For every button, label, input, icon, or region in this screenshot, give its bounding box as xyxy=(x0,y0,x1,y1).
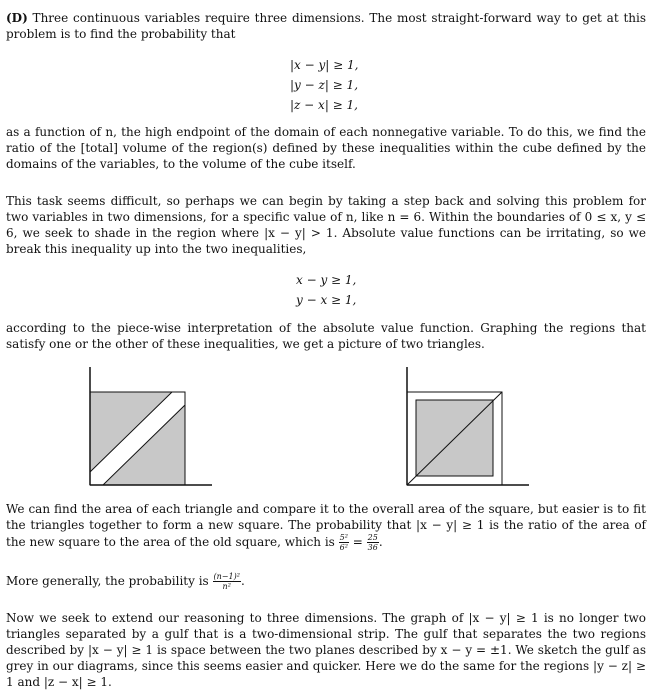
inequality-2: |y − z| ≥ 1, xyxy=(290,78,359,92)
probability-paragraph: We can find the area of each triangle and compare it to the overall area of the square, but easier is to fit the triangles together to form a new square. The probability that |x − y| ≥ 1 is the ratio of the area of the new square to the area of the old square, which is $\frac{\text{5²}}{\text{6²}}$ = $\frac{25}{36}$ . xyxy=(6,502,646,552)
probability-text: We can find the area of each triangle and compare it to the overall area of the square, but easier is to fit the triangles together to form a new square. The probability that |x − y| ≥ 1 is the ratio of the area of the new square to the area of the old square, which is xyxy=(6,502,646,549)
general-fraction: $\frac{\text{(n−1)²}}{\text{n²}}$ xyxy=(213,572,240,591)
triangles-paragraph: according to the piece-wise interpretation of the absolute value function. Graphing the regions that satisfy one or the other of these inequalities, we get a picture of two triangles. xyxy=(6,321,646,351)
general-probability-paragraph: More generally, the probability is $\frac{\text{(n−1)²}}{\text{n²}}$ . xyxy=(6,572,245,591)
intro-text: Three continuous variables require three dimensions. The most straight-forward way to get at this problem is to find the probability that xyxy=(6,11,646,41)
inequality-1: |x − y| ≥ 1, xyxy=(290,58,359,72)
three-dimension-paragraph: Now we seek to extend our reasoning to three dimensions. The graph of |x − y| ≥ 1 is no longer two triangles separated by a gulf that is a two-dimensional strip. The gulf that separates the two regions described by |x − y| ≥ 1 is space between the two planes described by x − y = ±1. We sketch the gulf as grey in our diagrams, since this seems easier and quicker. Here we do the same for the regions |y − z| ≥ 1 and |z − x| ≥ 1. xyxy=(6,611,646,689)
intro-paragraph xyxy=(6,10,646,42)
split-inequality-1: x − y ≥ 1, xyxy=(296,273,357,287)
figure-new-square xyxy=(402,362,532,490)
part-label: (D) xyxy=(6,11,28,25)
ratio-paragraph: as a function of n, the high endpoint of the domain of each nonnegative variable. To do this, we find the ratio of the [total] volume of the region(s) defined by these inequalities within the cube defined by the domains of the variables, to the volume of the cube itself. xyxy=(6,125,646,171)
inequality-3: |z − x| ≥ 1, xyxy=(290,98,358,112)
fraction-five-squared: $\frac{\text{5²}}{\text{6²}}$ xyxy=(339,533,348,552)
split-inequality-2: y − x ≥ 1, xyxy=(296,293,357,307)
two-variable-paragraph: This task seems difficult, so perhaps we can begin by taking a step back and solving this problem for two variables in two dimensions, for a specific value of n, like n = 6. Within the boundaries of 0 ≤ x, y ≤ 6, we seek to shade in the region where |x − y| > 1. Absolute value functions can be irritating, so we break this inequality up into the two inequalities, xyxy=(6,194,646,256)
fraction-25-36: $\frac{25}{36}$ xyxy=(367,533,378,552)
figure-two-triangles xyxy=(85,362,215,490)
